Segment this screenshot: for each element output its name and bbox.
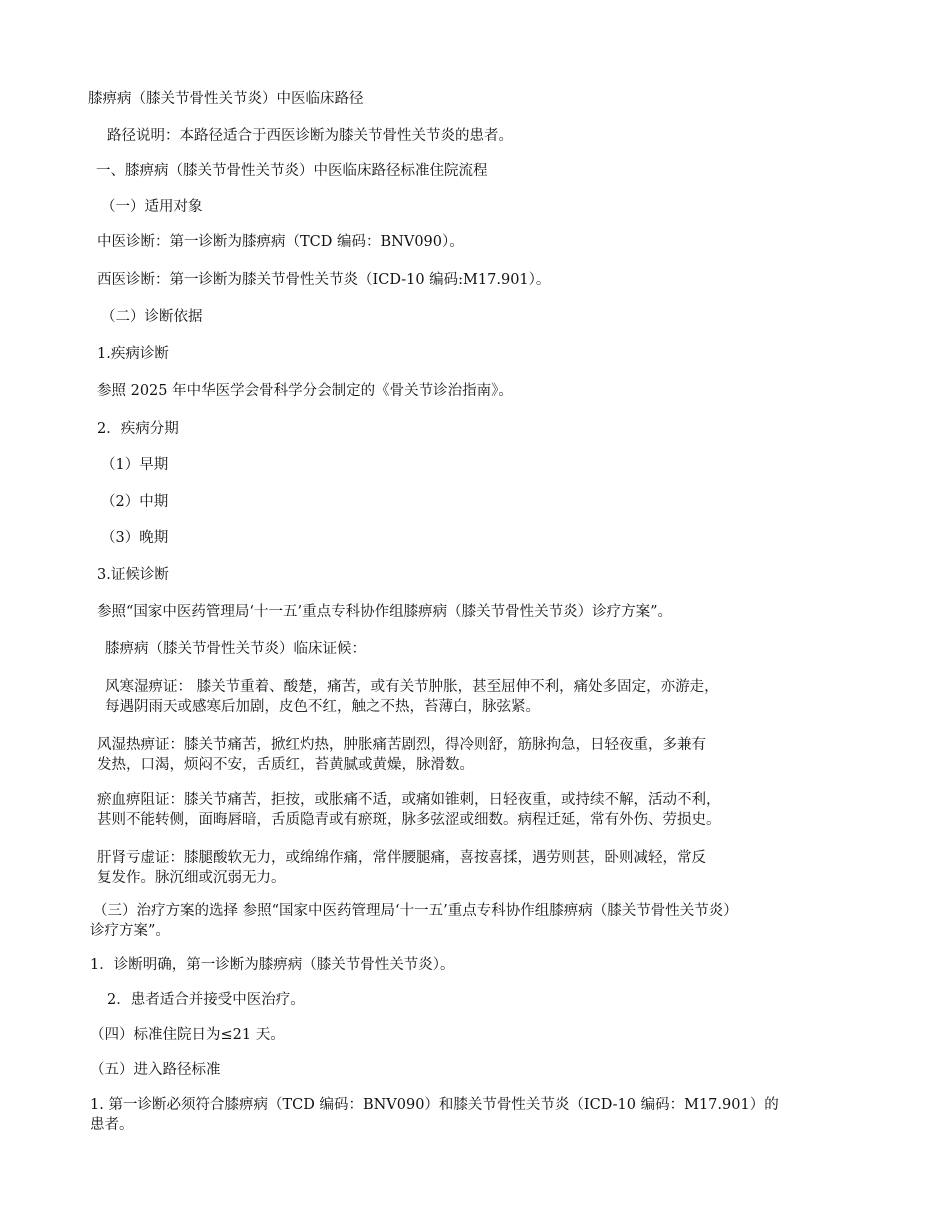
western-diagnosis: 西医诊断：第一诊断为膝关节骨性关节炎（ICD-10 编码:M17.901）。 [97,272,551,288]
stage-item: （3）晚期 [101,530,169,546]
subsection-heading: （一）适用对象 [101,199,203,215]
syndrome-damp-heat-line1: 风湿热痹证：膝关节痛苦，掀红灼热，肿胀痛苦剧烈，得冷则舒，筋脉拘急，日轻夜重，多兼有 [97,737,706,753]
disease-diagnosis-reference: 参照 2025 年中华医学会骨科学分会制定的《骨关节诊治指南》。 [97,383,513,399]
entry-item-line1: 1. 第一诊断必须符合膝痹病（TCD 编码：BNV090）和膝关节骨性关节炎（ICD-10 编码：M17.901）的 [90,1097,779,1113]
standard-stay: （四）标准住院日为≤21 天。 [90,1027,285,1043]
stage-item: （2）中期 [101,494,169,510]
syndrome-liver-kidney-line2: 复发作。脉沉细或沉弱无力。 [97,870,286,886]
syndrome-heading: 3.证候诊断 [97,567,169,583]
syndrome-wind-cold-damp-line2: 每遇阴雨天或感寒后加剧，皮色不红，触之不热，苔薄白，脉弦紧。 [105,699,540,715]
treatment-item: 1．诊断明确，第一诊断为膝痹病（膝关节骨性关节炎）。 [90,957,455,973]
staging-heading: 2．疾病分期 [97,421,179,437]
tcm-diagnosis: 中医诊断：第一诊断为膝痹病（TCD 编码：BNV090）。 [97,234,464,250]
syndrome-liver-kidney-line1: 肝肾亏虚证：膝腿酸软无力，或绵绵作痛，常伴腰腿痛，喜按喜揉，遇劳则甚，卧则减轻，常反 [97,850,706,866]
path-note: 路径说明：本路径适合于西医诊断为膝关节骨性关节炎的患者。 [107,128,513,144]
entry-criteria-heading: （五）进入路径标准 [90,1062,221,1078]
section-heading: 一、膝痹病（膝关节骨性关节炎）中医临床路径标准住院流程 [96,163,488,179]
syndrome-blood-stasis-line2: 甚则不能转侧，面晦唇暗，舌质隐青或有瘀斑，脉多弦涩或细数。病程迁延，常有外伤、劳损史。 [97,812,721,828]
stage-item: （1）早期 [101,457,169,473]
document-title: 膝痹病（膝关节骨性关节炎）中医临床路径 [88,91,364,107]
syndrome-damp-heat-line2: 发热，口渴，烦闷不安，舌质红，苔黄腻或黄燥，脉滑数。 [97,757,474,773]
syndrome-reference: 参照“国家中医药管理局‘十一五’重点专科协作组膝痹病（膝关节骨性关节炎）诊疗方案”。 [97,604,673,620]
treatment-selection-line1: （三）治疗方案的选择 参照“国家中医药管理局‘十一五’重点专科协作组膝痹病（膝关节骨性关节炎） [93,903,738,919]
syndrome-wind-cold-damp-line1: 风寒湿痹证： 膝关节重着、酸楚，痛苦，或有关节肿胀，甚至屈伸不利，痛处多固定，亦游走， [105,679,719,695]
clinical-syndromes-heading: 膝痹病（膝关节骨性关节炎）临床证候： [105,641,366,657]
subsection-heading: （二）诊断依据 [101,309,203,325]
entry-item-line2: 患者。 [90,1117,134,1133]
treatment-selection-line2: 诊疗方案”。 [90,923,170,939]
treatment-item: 2．患者适合并接受中医治疗。 [107,992,305,1008]
disease-diagnosis-heading: 1.疾病诊断 [97,346,169,362]
syndrome-blood-stasis-line1: 瘀血痹阻证：膝关节痛苦，拒按，或胀痛不适，或痛如锥刺，日轻夜重，或持续不解，活动不利， [97,792,721,808]
